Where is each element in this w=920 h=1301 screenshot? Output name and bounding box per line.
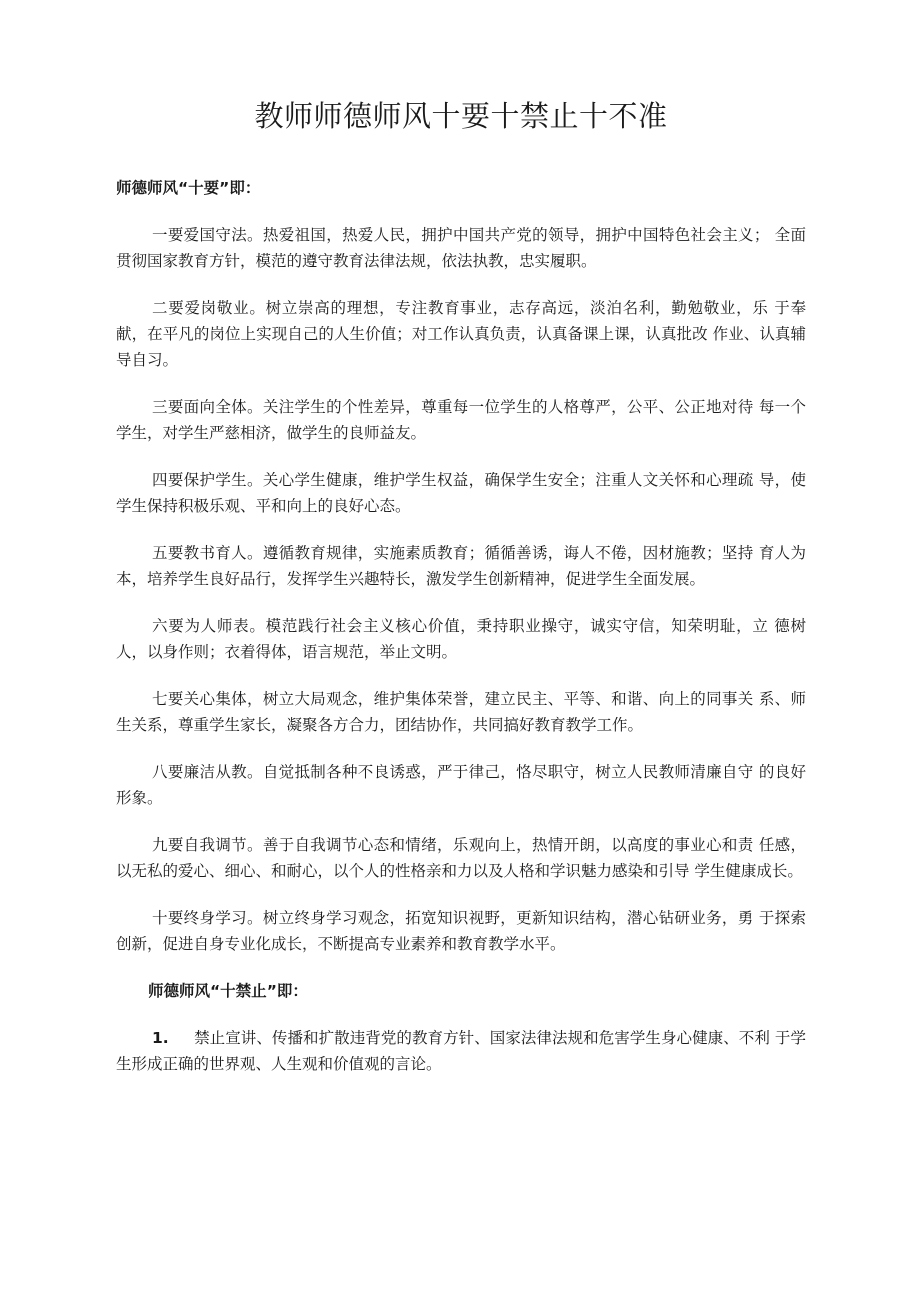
must-item-1: 一要爱国守法。热爱祖国，热爱人民，拥护中国共产党的领导，拥护中国特色社会主义； 全面贯彻国家教育方针，模范的遵守教育法律法规，依法执教，忠实履职。 xyxy=(116,226,806,270)
must-item-6: 六要为人师表。模范践行社会主义核心价值，秉持职业操守，诚实守信，知荣明耻，立 德树人，以身作则；衣着得体，语言规范，举止文明。 xyxy=(116,617,806,661)
prohibition-item-text: 禁止宣讲、传播和扩散违背党的教育方针、国家法律法规和危害学生身心健康、不利 于学生形成正确的世界观、人生观和价值观的言论。 xyxy=(116,1029,806,1073)
must-item-4: 四要保护学生。关心学生健康，维护学生权益，确保学生安全；注重人文关怀和心理疏 导，使学生保持积极乐观、平和向上的良好心态。 xyxy=(116,471,806,515)
document-title: 教师师德师风十要十禁止十不准 xyxy=(254,99,668,133)
must-item-2: 二要爱岗敬业。树立崇高的理想，专注教育事业，志存高远，淡泊名利，勤勉敬业，乐 于奉献，在平凡的岗位上实现自己的人生价值；对工作认真负责，认真备课上课，认真批改 作业、认真辅导自习。 xyxy=(116,299,806,369)
must-item-10: 十要终身学习。树立终身学习观念，拓宽知识视野，更新知识结构，潜心钻研业务，勇 于探索创新，促进自身专业化成长，不断提高专业素养和教育教学水平。 xyxy=(116,909,806,953)
prohibition-item-1 xyxy=(116,1025,806,1077)
must-item-5: 五要教书育人。遵循教育规律，实施素质教育；循循善诱，诲人不倦，因材施教；坚持 育人为本，培养学生良好品行，发挥学生兴趣特长，激发学生创新精神，促进学生全面发展。 xyxy=(116,544,806,588)
prohibition-item-number: 1. xyxy=(152,1029,169,1047)
document-page xyxy=(116,0,806,1077)
must-item-3: 三要面向全体。关注学生的个性差异，尊重每一位学生的人格尊严，公平、公正地对待 每一个学生，对学生严慈相济，做学生的良师益友。 xyxy=(116,398,806,442)
ten-prohibitions-list xyxy=(116,1025,806,1077)
must-item-7: 七要关心集体，树立大局观念，维护集体荣誉，建立民主、平等、和谐、向上的同事关 系、师生关系，尊重学生家长，凝聚各方合力，团结协作，共同搞好教育教学工作。 xyxy=(116,690,806,734)
ten-musts-list xyxy=(116,222,806,957)
section-heading-ten-prohibitions: 师德师风“十禁止”即： xyxy=(148,982,308,1000)
must-item-9: 九要自我调节。善于自我调节心态和情绪，乐观向上，热情开朗，以高度的事业心和责 任感，以无私的爱心、细心、和耐心，以个人的性格亲和力以及人格和学识魅力感染和引导 学生健康成长。 xyxy=(116,836,806,880)
must-item-8: 八要廉洁从教。自觉抵制各种不良诱惑，严于律己，恪尽职守，树立人民教师清廉自守 的良好形象。 xyxy=(116,763,806,807)
section-heading-ten-musts: 师德师风“十要”即： xyxy=(116,179,261,197)
